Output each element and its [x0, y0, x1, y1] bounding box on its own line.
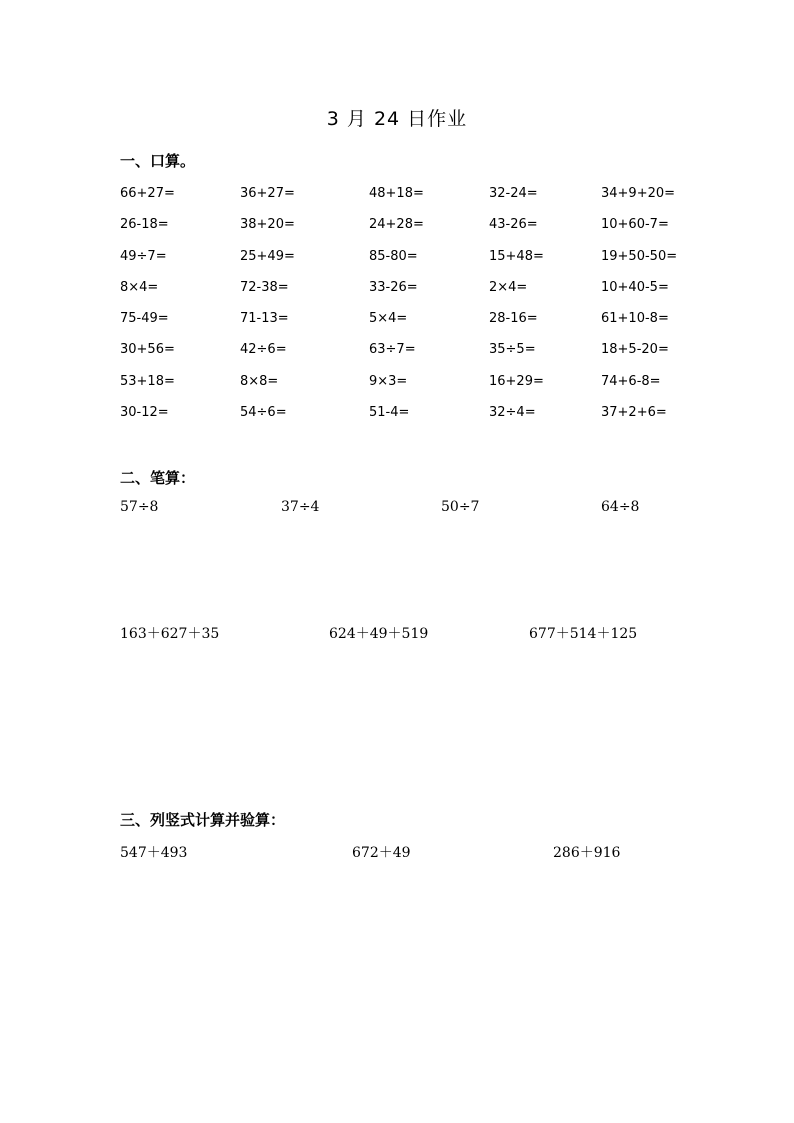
oral-problem: 2×4=: [489, 279, 528, 295]
oral-problem: 35÷5=: [489, 342, 536, 358]
oral-problem: 15+48=: [489, 248, 544, 264]
oral-problem: 8×8=: [240, 373, 279, 389]
oral-problem: 66+27=: [120, 186, 175, 201]
section-heading-oral: 一、口算。: [120, 152, 196, 170]
oral-problem: 61+10-8=: [601, 311, 669, 327]
oral-problem: 36+27=: [240, 186, 295, 201]
oral-problem: 8×4=: [120, 279, 159, 295]
oral-problem: 34+9+20=: [601, 186, 676, 201]
oral-problem: 9×3=: [369, 373, 408, 389]
section-heading-written: 二、笔算：: [120, 469, 196, 487]
oral-problem: 5×4=: [369, 311, 408, 327]
oral-problem: 10+40-5=: [601, 279, 669, 295]
oral-problem: 71-13=: [240, 311, 289, 327]
oral-problem: 49÷7=: [120, 248, 167, 264]
oral-problem: 33-26=: [369, 279, 418, 295]
written-problem: 677＋514＋125: [529, 626, 638, 642]
oral-problem: 24+28=: [369, 217, 424, 233]
oral-problem: 25+49=: [240, 248, 295, 264]
oral-problem: 72-38=: [240, 279, 289, 295]
vertical-problem: 672＋49: [352, 845, 411, 861]
section-heading-vertical: 三、列竖式计算并验算：: [120, 811, 286, 829]
oral-problem: 19+50-50=: [601, 248, 678, 264]
oral-problem: 51-4=: [369, 405, 410, 421]
oral-problem: 48+18=: [369, 186, 424, 201]
oral-problem: 32-24=: [489, 186, 538, 201]
vertical-problem: 547＋493: [120, 845, 188, 861]
oral-problem: 30-12=: [120, 405, 169, 421]
written-problem: 57÷8: [120, 499, 159, 515]
written-problem: 163＋627＋35: [120, 626, 220, 642]
oral-problem: 26-18=: [120, 217, 169, 233]
page-title: 3 月 24 日作业: [326, 108, 468, 130]
oral-problem: 54÷6=: [240, 405, 287, 421]
written-problem: 37÷4: [281, 499, 320, 515]
oral-problem: 53+18=: [120, 373, 175, 389]
written-problem: 50÷7: [441, 499, 480, 515]
oral-problem: 63÷7=: [369, 342, 416, 358]
vertical-problem: 286＋916: [553, 845, 621, 861]
oral-problem: 28-16=: [489, 311, 538, 327]
oral-problem: 74+6-8=: [601, 373, 661, 389]
oral-problem: 32÷4=: [489, 405, 536, 421]
oral-problem: 18+5-20=: [601, 342, 669, 358]
oral-problem: 43-26=: [489, 217, 538, 233]
oral-problem: 85-80=: [369, 248, 418, 264]
oral-problem: 75-49=: [120, 311, 169, 327]
oral-problem: 38+20=: [240, 217, 295, 233]
oral-problem: 10+60-7=: [601, 217, 669, 233]
oral-problem: 16+29=: [489, 373, 544, 389]
written-problem: 64÷8: [601, 499, 640, 515]
oral-problem: 30+56=: [120, 342, 175, 358]
written-problem: 624＋49＋519: [329, 626, 429, 642]
oral-problem: 37+2+6=: [601, 405, 667, 421]
oral-problem: 42÷6=: [240, 342, 287, 358]
